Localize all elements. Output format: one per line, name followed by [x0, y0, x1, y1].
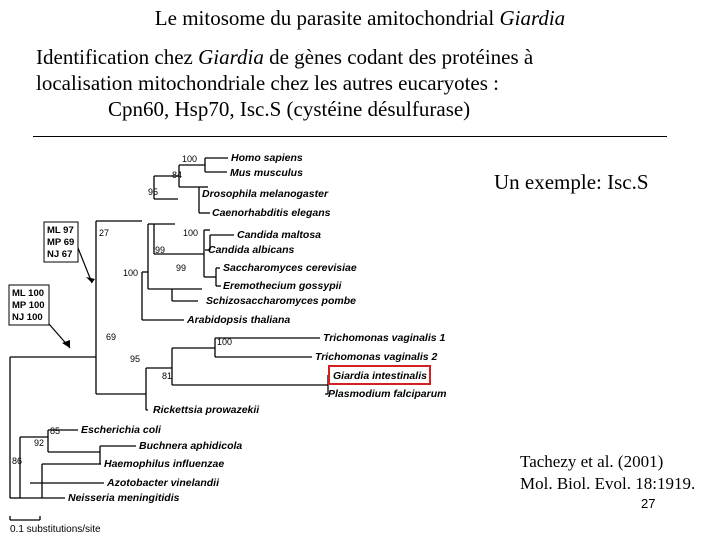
bootstrap-value: 99: [155, 245, 166, 255]
bootstrap-value: 81: [162, 371, 173, 381]
pointer-arrows: [49, 248, 92, 348]
support-box-2-line: MP 100: [12, 300, 45, 311]
reference-line-2: Mol. Biol. Evol. 18:1919.: [520, 474, 696, 493]
taxon-label: Azotobacter vinelandii: [107, 477, 220, 489]
taxon-label: Escherichia coli: [81, 424, 161, 436]
scale-label: 0.1 substitutions/site: [10, 524, 101, 535]
taxon-label: Arabidopsis thaliana: [187, 314, 291, 326]
reference-line-1: Tachezy et al. (2001): [520, 452, 664, 471]
bootstrap-value: 69: [106, 332, 117, 342]
taxon-label: Candida albicans: [208, 244, 295, 256]
taxon-label: Haemophilus influenzae: [104, 458, 225, 470]
bootstrap-value: 84: [172, 170, 183, 180]
taxon-label: Candida maltosa: [237, 229, 322, 241]
arrow-head-2: [62, 340, 70, 348]
slide-title: Le mitosome du parasite amitochondrial Giardia: [154, 6, 566, 30]
taxon-label: Plasmodium falciparum: [328, 388, 447, 400]
support-box-1-line: MP 69: [47, 237, 75, 248]
taxon-label: Trichomonas vaginalis 1: [323, 332, 446, 344]
taxon-label: Homo sapiens: [231, 152, 303, 164]
bootstrap-value: 85: [50, 426, 61, 436]
taxon-label: Caenorhabditis elegans: [212, 207, 331, 219]
page-number: 27: [641, 496, 656, 511]
bootstrap-value: 100: [183, 228, 199, 238]
taxon-label: Neisseria meningitidis: [68, 492, 180, 504]
bootstrap-value: 95: [148, 187, 159, 197]
taxon-label: Eremothecium gossypii: [223, 280, 342, 292]
bootstrap-value: 100: [123, 268, 139, 278]
taxon-label: Saccharomyces cerevisiae: [223, 262, 357, 274]
bootstrap-value: 100: [182, 154, 198, 164]
taxon-label: Mus musculus: [230, 167, 303, 179]
bootstrap-value: 100: [217, 337, 233, 347]
bootstrap-value: 86: [12, 456, 23, 466]
example-label: Un exemple: Isc.S: [494, 170, 649, 194]
taxon-label: Trichomonas vaginalis 2: [315, 351, 438, 363]
intro-line-1: Identification chez Giardia de gènes codant des protéines à: [36, 45, 534, 69]
bootstrap-value: 99: [176, 263, 187, 273]
intro-line-2: localisation mitochondriale chez les autres eucaryotes :: [36, 71, 499, 95]
support-box-1-line: ML 97: [47, 225, 74, 236]
taxon-label-highlighted: Giardia intestinalis: [333, 370, 427, 382]
taxon-label: Drosophila melanogaster: [202, 188, 329, 200]
taxon-label: Schizosaccharomyces pombe: [206, 295, 356, 307]
bootstrap-value: 92: [34, 438, 45, 448]
bootstrap-value: 95: [130, 354, 141, 364]
bootstrap-value: 27: [99, 228, 110, 238]
taxon-label: Rickettsia prowazekii: [153, 404, 260, 416]
support-box-1-line: NJ 67: [47, 249, 73, 260]
support-box-2-line: ML 100: [12, 288, 45, 299]
intro-line-3: Cpn60, Hsp70, Isc.S (cystéine désulfurase): [108, 97, 471, 121]
support-box-2-line: NJ 100: [12, 312, 43, 323]
taxon-label: Buchnera aphidicola: [139, 440, 243, 452]
